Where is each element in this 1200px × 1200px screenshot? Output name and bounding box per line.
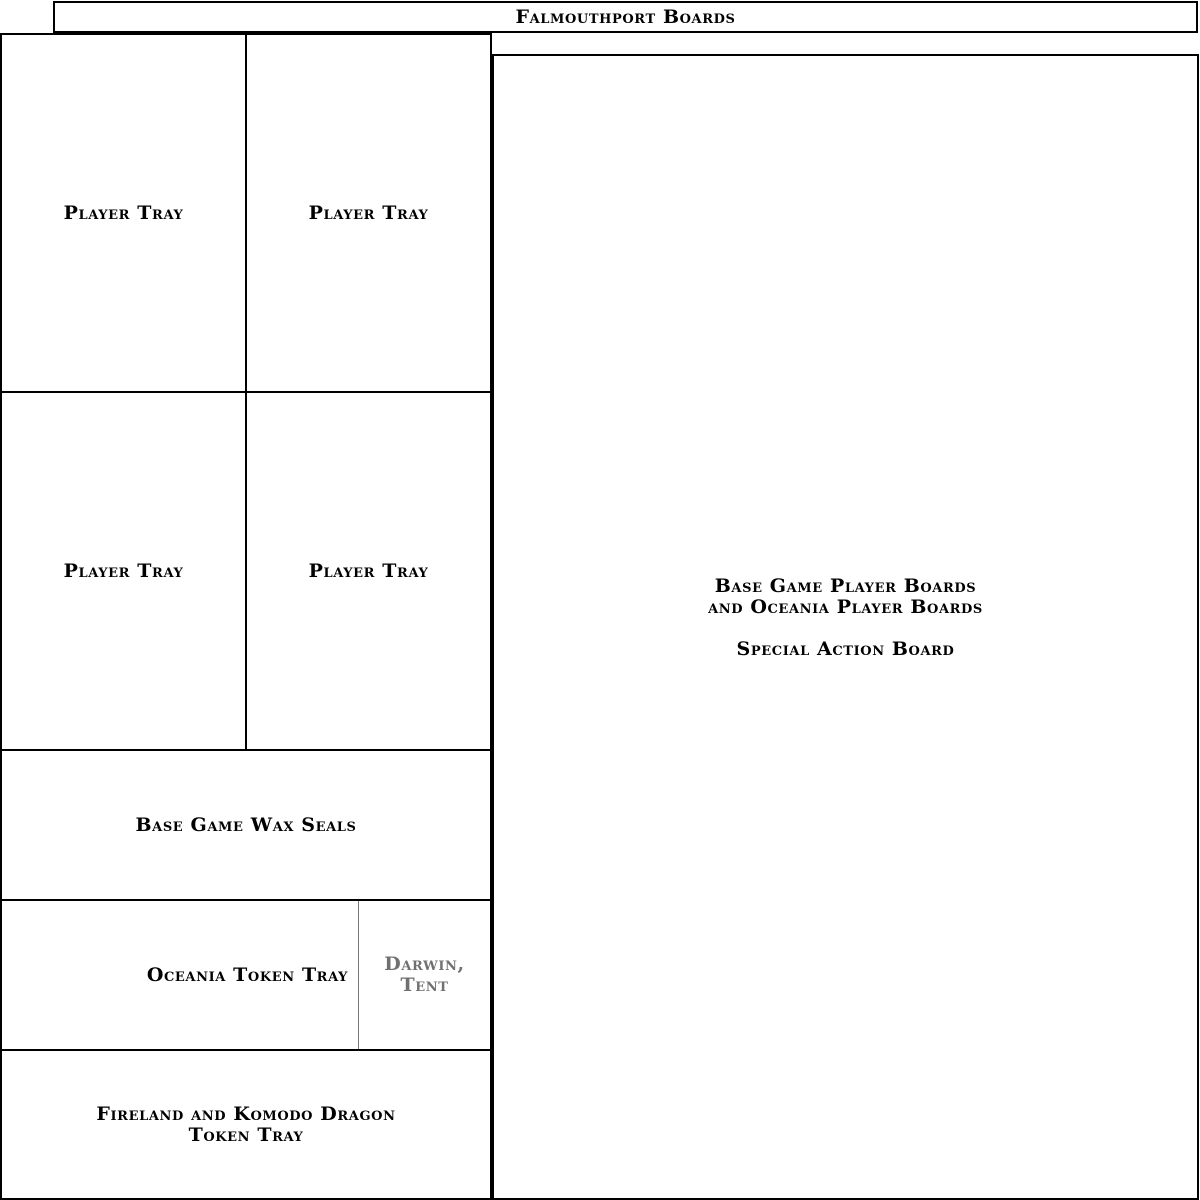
darwin-label: Darwin,	[384, 953, 465, 975]
player-boards-label	[708, 576, 983, 660]
fireland-komodo-tray	[0, 1049, 492, 1200]
player-tray-3	[0, 391, 247, 751]
darwin-tent-label	[384, 954, 464, 996]
player-tray-1	[0, 33, 247, 393]
darwin-tent-slot	[359, 901, 490, 1049]
wax-seals-label: Base Game Wax Seals	[135, 813, 357, 836]
fireland-komodo-label	[96, 1104, 395, 1146]
falmouthport-boards-banner	[53, 1, 1198, 33]
player-tray-label: Player Tray	[63, 201, 184, 224]
tent-label: Tent	[400, 974, 449, 996]
player-tray-2	[245, 33, 492, 393]
player-tray-4	[245, 391, 492, 751]
player-boards-line-1: Base Game Player Boards	[714, 575, 977, 597]
fireland-line-1: Fireland and Komodo Dragon	[96, 1102, 396, 1125]
player-tray-label: Player Tray	[63, 559, 184, 582]
player-boards-line-2: and Oceania Player Boards	[708, 596, 983, 618]
fireland-line-2: Token Tray	[188, 1123, 304, 1146]
wax-seals-tray	[0, 749, 492, 901]
player-boards-area	[492, 54, 1199, 1200]
special-action-board-label: Special Action Board	[736, 638, 955, 660]
oceania-token-tray-label: Oceania Token Tray	[146, 963, 348, 986]
player-tray-label: Player Tray	[308, 559, 429, 582]
oceania-token-tray	[2, 901, 359, 1049]
player-tray-label: Player Tray	[308, 201, 429, 224]
falmouthport-boards-label: Falmouthport Boards	[515, 5, 736, 28]
